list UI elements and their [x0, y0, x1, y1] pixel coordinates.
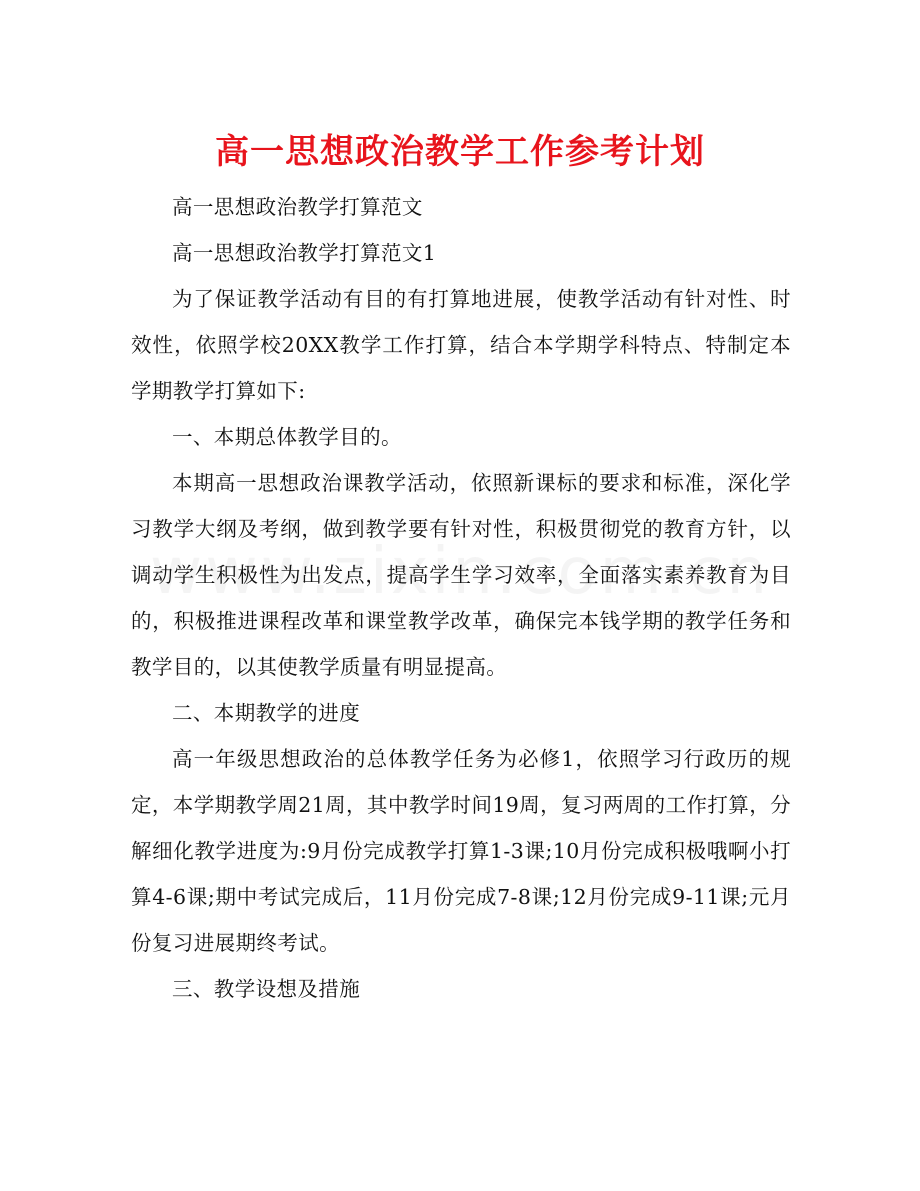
document-body [131, 184, 791, 1012]
paragraph-schedule: 高一年级思想政治的总体教学任务为必修1，依照学习行政历的规定，本学期教学周21周，其中教学时间19周，复习两周的工作打算，分解细化教学进度为:9月份完成教学打算1-3课;10月份完成积极哦啊小打算4-6课;期中考试完成后，11月份完成7-8课;12月份完成9-11课;元月份复习进展期终考试。 [131, 747, 791, 955]
paragraph-intro: 为了保证教学活动有目的有打算地进展，使教学活动有针对性、时效性，依照学校20XX教学工作打算，结合本学期学科特点、特制定本学期教学打算如下: [131, 287, 791, 403]
paragraph-subtitle: 高一思想政治教学打算范文 [172, 195, 423, 219]
section-heading-2: 二、本期教学的进度 [172, 701, 361, 725]
paragraph-subtitle-1: 高一思想政治教学打算范文1 [172, 241, 437, 265]
section-heading-1: 一、本期总体教学目的。 [172, 425, 402, 449]
paragraph-goals: 本期高一思想政治课教学活动，依照新课标的要求和标准，深化学习教学大纲及考纲，做到教学要有针对性，积极贯彻党的教育方针，以调动学生积极性为出发点，提高学生学习效率，全面落实素养教育为目的，积极推进课程改革和课堂教学改革，确保完本钱学期的教学任务和教学目的，以其使教学质量有明显提高。 [131, 471, 791, 679]
section-heading-3: 三、教学设想及措施 [172, 977, 361, 1001]
document-title: 高一思想政治教学工作参考计划 [215, 132, 705, 172]
